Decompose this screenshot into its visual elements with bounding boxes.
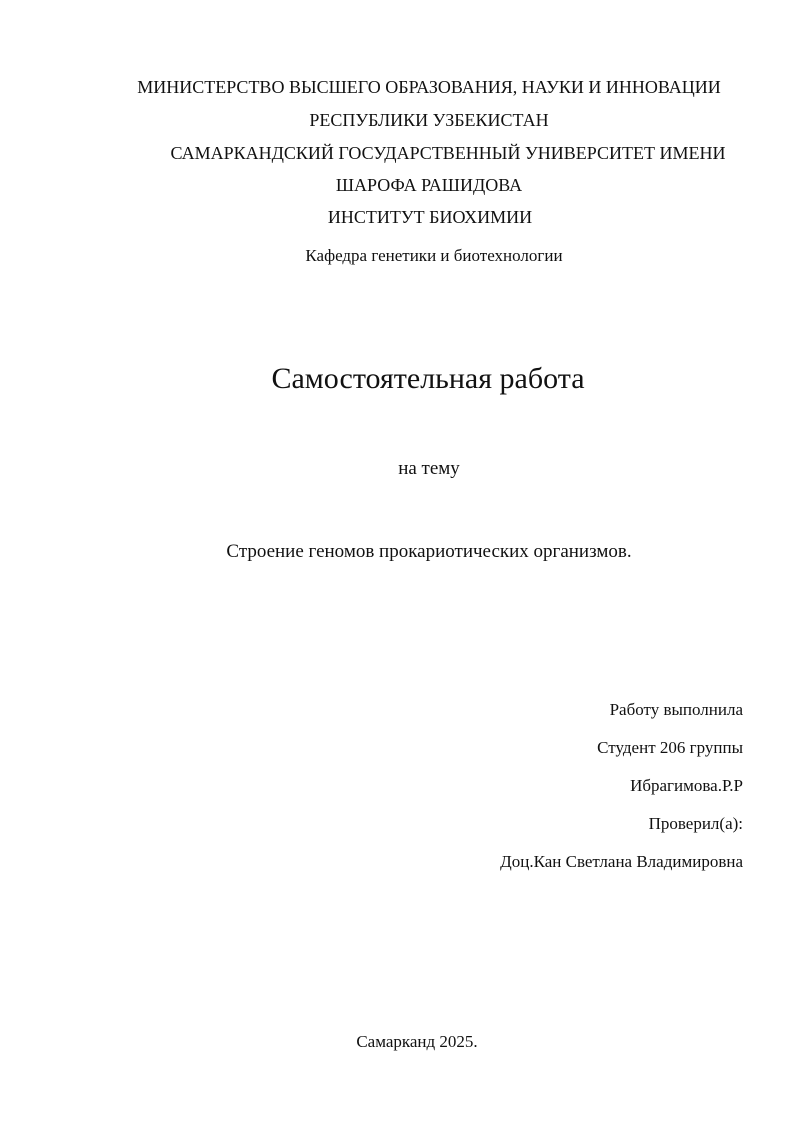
document-title: Самостоятельная работа bbox=[271, 362, 585, 395]
document-topic: Строение геномов прокариотических организмов. bbox=[226, 541, 632, 562]
city-year: Самарканд 2025. bbox=[356, 1032, 478, 1051]
checked-by-label: Проверил(а): bbox=[648, 814, 743, 833]
student-group: Студент 206 группы bbox=[597, 738, 743, 757]
department-name: Кафедра генетики и биотехнологии bbox=[305, 246, 563, 265]
supervisor-name: Доц.Кан Светлана Владимировна bbox=[500, 852, 743, 871]
student-name: Ибрагимова.Р.Р bbox=[630, 776, 743, 795]
university-line-1: САМАРКАНДСКИЙ ГОСУДАРСТВЕННЫЙ УНИВЕРСИТЕТ ИМЕНИ bbox=[170, 143, 726, 163]
university-line-2: ШАРОФА РАШИДОВА bbox=[335, 175, 523, 195]
ministry-line-2: РЕСПУБЛИКИ УЗБЕКИСТАН bbox=[309, 110, 549, 130]
institute-name: ИНСТИТУТ БИОХИМИИ bbox=[327, 207, 533, 227]
document-subtitle: на тему bbox=[398, 458, 460, 479]
ministry-line-1: МИНИСТЕРСТВО ВЫСШЕГО ОБРАЗОВАНИЯ, НАУКИ И ИННОВАЦИИ bbox=[137, 77, 721, 97]
performed-by-label: Работу выполнила bbox=[609, 700, 743, 719]
